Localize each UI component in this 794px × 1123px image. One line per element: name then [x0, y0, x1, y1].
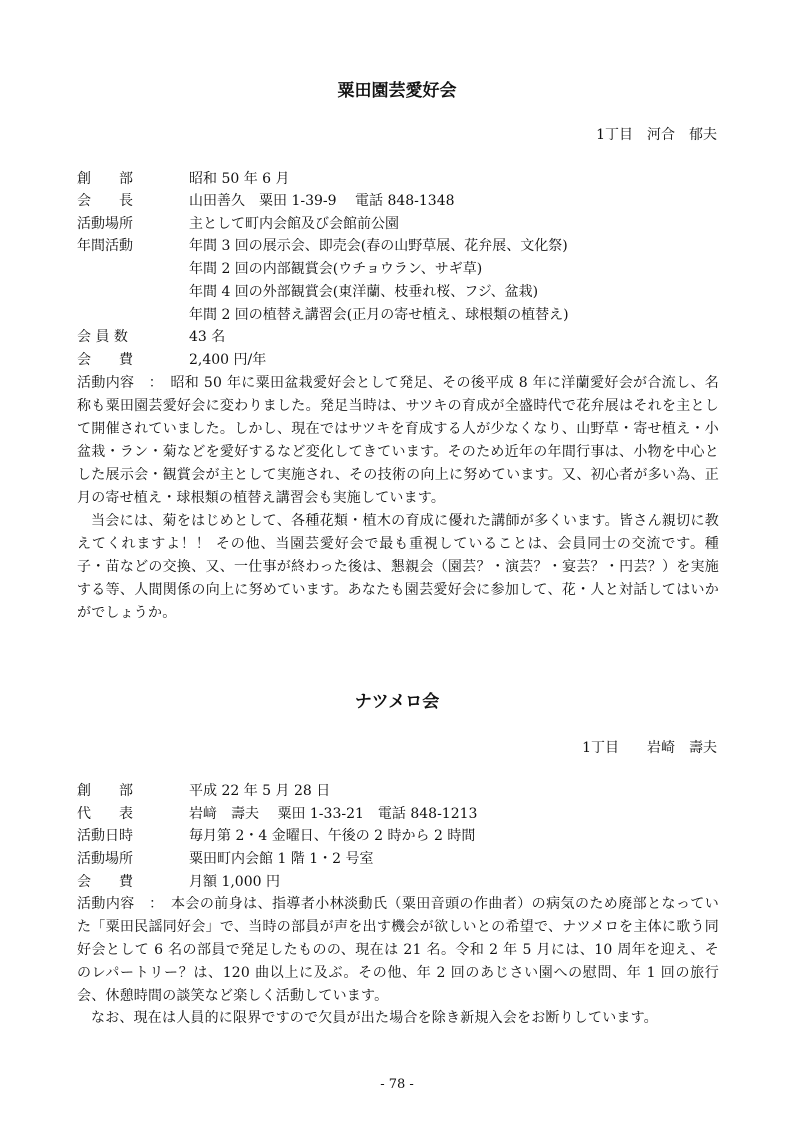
field-value: 43 名	[189, 329, 226, 345]
field-label: 会 費	[77, 352, 133, 368]
section1-author: 1丁目 河合 郁夫	[596, 127, 717, 143]
section1-paragraph2: 当会には、菊をはじめとして、各種花類・植木の育成に優れた講師が多くいます。皆さん親切に教えてくれますよ！！ その他、当園芸愛好会で最も重視していることは、会員同士の交流です。種子・苗などの交換、又、一仕事が終わった後は、懇親会（園芸？・演芸？・宴芸？・円芸？）を実施する等、人間関係の向上に努めています。あなたも園芸愛好会に参加して、花・人と対話してはいかがでしょうか。	[77, 513, 719, 621]
field-row	[77, 349, 267, 371]
field-row	[77, 168, 290, 190]
field-value: 月額 1,000 円	[189, 874, 280, 890]
field-label: 代 表	[77, 806, 133, 822]
field-label: 会 費	[77, 874, 133, 890]
field-row	[77, 235, 568, 257]
field-label: 会 長	[77, 193, 133, 209]
field-label: 創 部	[77, 171, 133, 187]
field-value: 2,400 円/年	[189, 352, 267, 368]
field-value: 平成 22 年 5 月 28 日	[189, 783, 331, 799]
field-row	[77, 213, 399, 235]
field-row	[77, 871, 280, 893]
field-row	[77, 190, 455, 212]
activity-line: 年間 2 回の植替え講習会(正月の寄せ植え、球根類の植替え)	[189, 307, 569, 323]
field-label: 会 員 数	[77, 329, 128, 345]
content-text: 本会の前身は、指導者小林淡動氏（粟田音頭の作曲者）の病気のため廃部となっていた「粟田民謡同好会」で、当時の部員が声を出す機会が欲しいとの希望で、ナツメロを主体に歌う同好会として 6 名の部員で発足したものの、現在は 21 名。令和 2 年 5 月には、10 周年を迎え、そのレパートリー？は、120 曲以上に及ぶ。その他、年 2 回のあじさい園への慰問、年 1 回の旅行会、休憩時間の談笑など楽しく活動しています。	[77, 896, 719, 1004]
field-value: 山田善久 粟田 1-39-9 電話 848-1348	[189, 193, 455, 209]
field-label: 活動場所	[77, 851, 133, 867]
section1-title: 粟田園芸愛好会	[337, 81, 457, 101]
content-label: 活動内容 ：	[77, 375, 171, 391]
page-number: - 78 -	[380, 1077, 414, 1092]
content-text: 昭和 50 年に粟田盆栽愛好会として発足、その後平成 8 年に洋蘭愛好会が合流し、名称も粟田園芸愛好会に変わりました。発足当時は、サツキの育成が全盛時代で花弁展はそれを主として開催されていました。しかし、現在ではサツキを育成する人が少なくなり、山野草・寄せ植え・小盆栽・ラン・菊などを愛好するなど変化してきています。そのため近年の年間行事は、小物を中心とした展示会・観賞会が主として実施され、その技術の向上に努めています。又、初心者が多い為、正月の寄せ植え・球根類の植替え講習会も実施しています。	[77, 375, 719, 506]
field-label: 創 部	[77, 783, 133, 799]
field-row	[77, 803, 478, 825]
section2-title: ナツメロ会	[354, 692, 440, 712]
field-value: 粟田町内会館 1 階 1・2 号室	[189, 851, 374, 867]
field-label: 年間活動	[77, 238, 133, 254]
activity-line: 年間 2 回の内部観賞会(ウチョウラン、サギ草)	[189, 261, 483, 277]
field-value: 年間 3 回の展示会、即売会(春の山野草展、花弁展、文化祭)	[189, 238, 568, 254]
section2-content-paragraph	[77, 893, 719, 1008]
field-value: 主として町内会館及び会館前公園	[189, 216, 399, 232]
field-row	[77, 848, 374, 870]
content-label: 活動内容 ：	[77, 896, 171, 912]
field-row	[77, 326, 226, 348]
field-label: 活動日時	[77, 828, 133, 844]
field-row	[77, 825, 476, 847]
section1-content-paragraph	[77, 372, 719, 510]
activity-line: 年間 4 回の外部観賞会(東洋蘭、枝垂れ桜、フジ、盆栽)	[189, 284, 539, 300]
field-value: 岩﨑 壽夫 粟田 1-33-21 電話 848-1213	[189, 806, 478, 822]
field-value: 毎月第 2・4 金曜日、午後の 2 時から 2 時間	[189, 828, 476, 844]
field-value: 昭和 50 年 6 月	[189, 171, 290, 187]
field-label: 活動場所	[77, 216, 133, 232]
section2-author: 1丁目 岩崎 壽夫	[582, 740, 717, 756]
field-row	[77, 780, 331, 802]
section2-paragraph2: なお、現在は人員的に限界ですので欠員が出た場合を除き新規入会をお断りしています。	[91, 1010, 658, 1026]
